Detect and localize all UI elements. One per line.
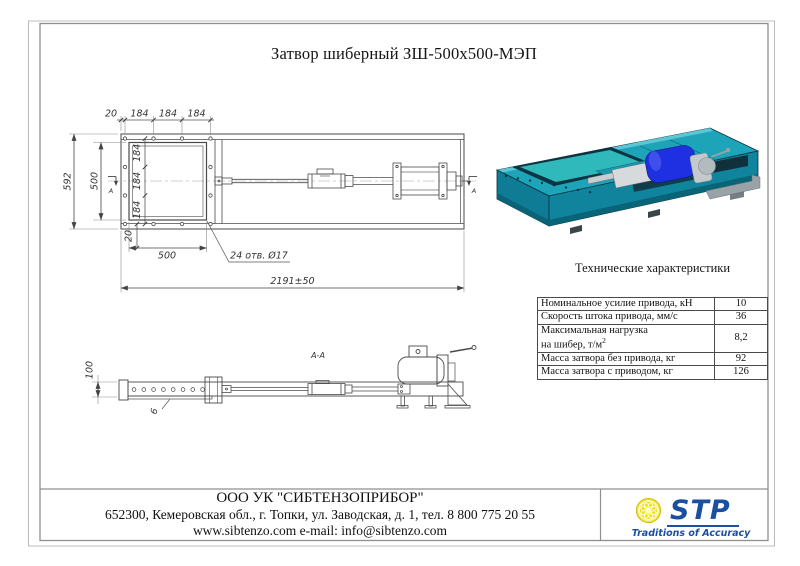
company-address: 652300, Кемеровская обл., г. Топки, ул. Заводская, д. 1, тел. 8 800 775 20 55 <box>104 507 536 522</box>
valve-3d-render <box>497 128 760 234</box>
spec-label: Номинальное усилие привода, кН <box>538 298 715 311</box>
dim-184-b: 184 <box>158 108 178 120</box>
dim-184-v3: 184 <box>132 200 143 219</box>
table-row <box>538 298 768 311</box>
sheet-frame <box>29 21 775 546</box>
company-name: ООО УК "СИБТЕНЗОПРИБОР" <box>216 490 424 506</box>
table-row <box>538 353 768 366</box>
dim-184-v1: 184 <box>132 143 143 162</box>
dim-592: 592 <box>62 172 74 191</box>
dim-100: 100 <box>84 360 96 380</box>
stp-logo <box>601 489 768 540</box>
stp-underline <box>667 525 739 527</box>
page-title: Затвор шиберный ЗШ-500х500-МЭП <box>271 44 537 63</box>
top-view-drawing <box>108 134 477 229</box>
specs-table <box>537 297 768 380</box>
dim-overall: 2191±50 <box>270 276 315 287</box>
spec-value: 36 <box>715 311 768 324</box>
section-label-left: А <box>108 187 114 195</box>
top-view-dimensions <box>69 116 464 292</box>
dim-500-left: 500 <box>89 171 101 191</box>
spec-label: Скорость штока привода, мм/с <box>538 311 715 324</box>
specs-heading: Технические характеристики <box>574 261 731 275</box>
stp-tagline: Traditions of Accuracy <box>631 528 751 539</box>
spec-label: Масса затвора без привода, кг <box>538 353 715 366</box>
side-actuator <box>222 381 410 395</box>
dim-20-bottom: 20 <box>123 229 135 243</box>
dim-184-c: 184 <box>187 108 206 120</box>
table-row <box>538 311 768 324</box>
dim-184-a: 184 <box>130 108 149 120</box>
side-view-drawing <box>92 346 476 410</box>
holes-note: 24 отв. Ø17 <box>230 250 288 262</box>
side-bolt-holes <box>132 388 204 392</box>
spec-value: 92 <box>715 353 768 366</box>
spec-value: 10 <box>715 298 768 311</box>
spec-label: Максимальная нагрузка на шибер, $т/м^2$ <box>538 324 715 352</box>
stp-logo-text: STP <box>670 494 731 526</box>
top-view-dim-labels <box>63 109 477 288</box>
side-motor <box>398 346 476 387</box>
dim-500-bottom: 500 <box>157 250 177 262</box>
spec-label: Масса затвора с приводом, кг <box>538 366 715 379</box>
table-row <box>538 324 768 352</box>
spec-value: 126 <box>715 366 768 379</box>
spec-value: 8,2 <box>715 324 768 352</box>
dim-20-top: 20 <box>104 108 118 120</box>
section-label-right: А <box>471 187 477 195</box>
dim-184-v2: 184 <box>132 171 143 191</box>
table-row <box>538 366 768 379</box>
dim-6: 6 <box>149 407 161 416</box>
stp-knot-icon <box>631 493 666 528</box>
footer-company-block <box>40 490 600 539</box>
company-contacts: www.sibtenzo.com e-mail: info@sibtenzo.com <box>192 523 448 538</box>
section-title: А-А <box>311 351 325 360</box>
